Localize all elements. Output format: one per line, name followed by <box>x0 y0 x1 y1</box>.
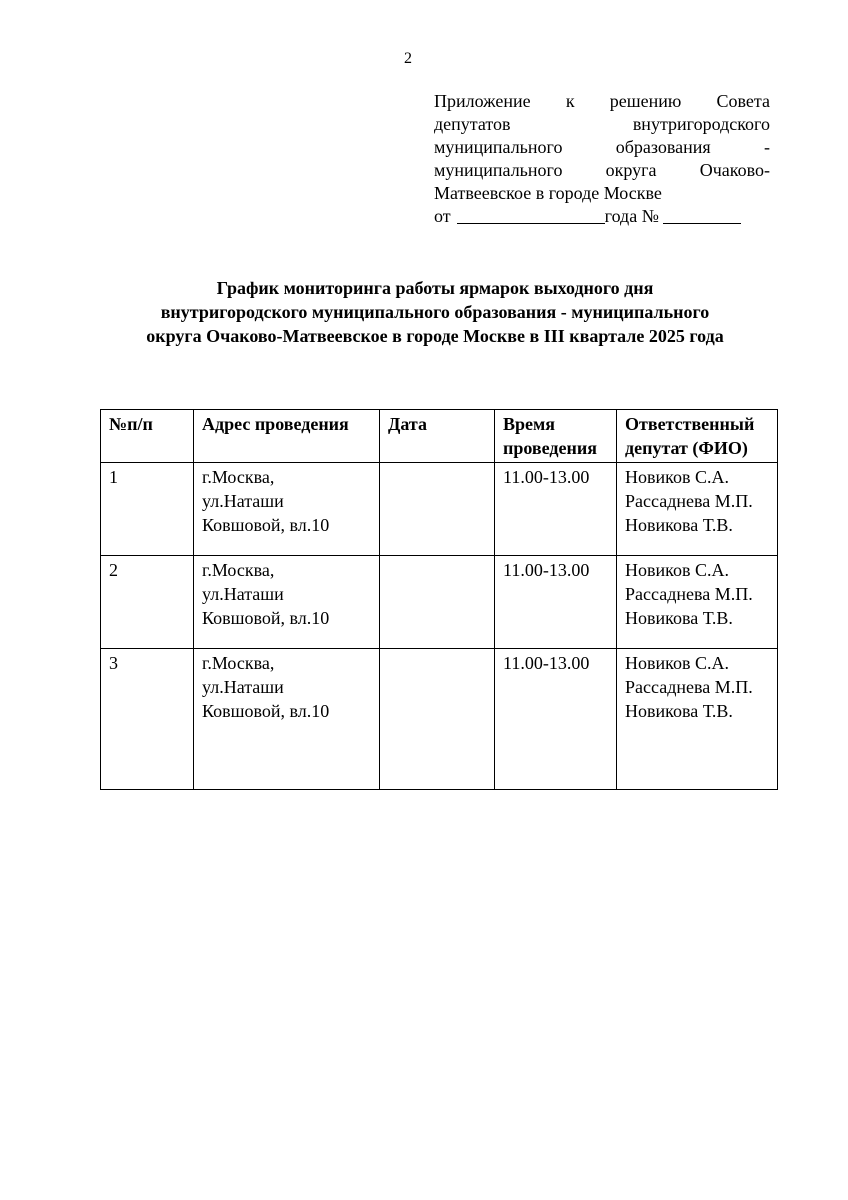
deputy-name: Новиков С.А. <box>625 560 729 580</box>
appendix-block <box>434 90 770 228</box>
cell-date <box>380 556 495 649</box>
date-prefix: от <box>434 206 451 226</box>
cell-date <box>380 463 495 556</box>
cell-time: 11.00-13.00 <box>495 463 617 556</box>
cell-address <box>194 463 380 556</box>
cell-time: 11.00-13.00 <box>495 556 617 649</box>
title-line: внутригородского муниципального образования - муниципального <box>160 302 710 322</box>
address-line: Ковшовой, вл.10 <box>202 515 330 535</box>
appendix-word: образования <box>615 137 711 157</box>
address-line: г.Москва, <box>202 467 275 487</box>
appendix-word: округа <box>605 160 657 180</box>
appendix-word: к <box>565 91 575 111</box>
deputy-name: Новикова Т.В. <box>625 701 733 721</box>
cell-address <box>194 556 380 649</box>
appendix-line <box>434 159 770 182</box>
appendix-line <box>434 136 770 159</box>
cell-number: 2 <box>101 556 194 649</box>
page-number: 2 <box>404 50 412 67</box>
cell-deputies <box>617 649 778 790</box>
title-line: График мониторинга работы ярмарок выходного дня <box>216 278 654 298</box>
address-line: Ковшовой, вл.10 <box>202 608 330 628</box>
year-label: года № <box>604 206 659 226</box>
schedule-table <box>100 409 778 790</box>
appendix-word: внутригородского <box>632 114 770 134</box>
appendix-date-line <box>434 205 770 228</box>
table-row <box>101 463 778 556</box>
cell-time: 11.00-13.00 <box>495 649 617 790</box>
deputy-name: Новиков С.А. <box>625 467 729 487</box>
appendix-word: Совета <box>716 91 770 111</box>
appendix-word: депутатов <box>434 114 511 134</box>
cell-address <box>194 649 380 790</box>
deputy-name: Новиков С.А. <box>625 653 729 673</box>
deputy-name: Рассаднева М.П. <box>625 677 753 697</box>
appendix-word: - <box>763 137 770 157</box>
address-line: г.Москва, <box>202 653 275 673</box>
table-row <box>101 649 778 790</box>
cell-number: 1 <box>101 463 194 556</box>
document-title <box>70 276 800 348</box>
appendix-word: Матвеевское в городе Москве <box>434 183 662 203</box>
deputy-name: Рассаднева М.П. <box>625 491 753 511</box>
appendix-line <box>434 182 770 205</box>
date-blank <box>457 205 605 224</box>
address-line: ул.Наташи <box>202 584 284 604</box>
appendix-word: муниципального <box>434 137 563 157</box>
cell-deputies <box>617 556 778 649</box>
header-date: Дата <box>380 410 495 463</box>
header-number: №п/п <box>101 410 194 463</box>
appendix-word: Очаково- <box>699 160 770 180</box>
address-line: ул.Наташи <box>202 677 284 697</box>
deputy-name: Рассаднева М.П. <box>625 584 753 604</box>
appendix-word: Приложение <box>434 91 531 111</box>
number-blank <box>663 205 741 224</box>
address-line: Ковшовой, вл.10 <box>202 701 330 721</box>
appendix-word: муниципального <box>434 160 563 180</box>
table-header-row <box>101 410 778 463</box>
deputy-name: Новикова Т.В. <box>625 608 733 628</box>
header-time: Время проведения <box>495 410 617 463</box>
title-line: округа Очаково-Матвеевское в городе Москве в III квартале 2025 года <box>146 326 724 346</box>
appendix-line <box>434 90 770 113</box>
cell-number: 3 <box>101 649 194 790</box>
cell-date <box>380 649 495 790</box>
cell-deputies <box>617 463 778 556</box>
appendix-line <box>434 113 770 136</box>
appendix-word: решению <box>609 91 682 111</box>
address-line: ул.Наташи <box>202 491 284 511</box>
header-address: Адрес проведения <box>194 410 380 463</box>
table-row <box>101 556 778 649</box>
address-line: г.Москва, <box>202 560 275 580</box>
deputy-name: Новикова Т.В. <box>625 515 733 535</box>
header-deputy: Ответственный депутат (ФИО) <box>617 410 778 463</box>
